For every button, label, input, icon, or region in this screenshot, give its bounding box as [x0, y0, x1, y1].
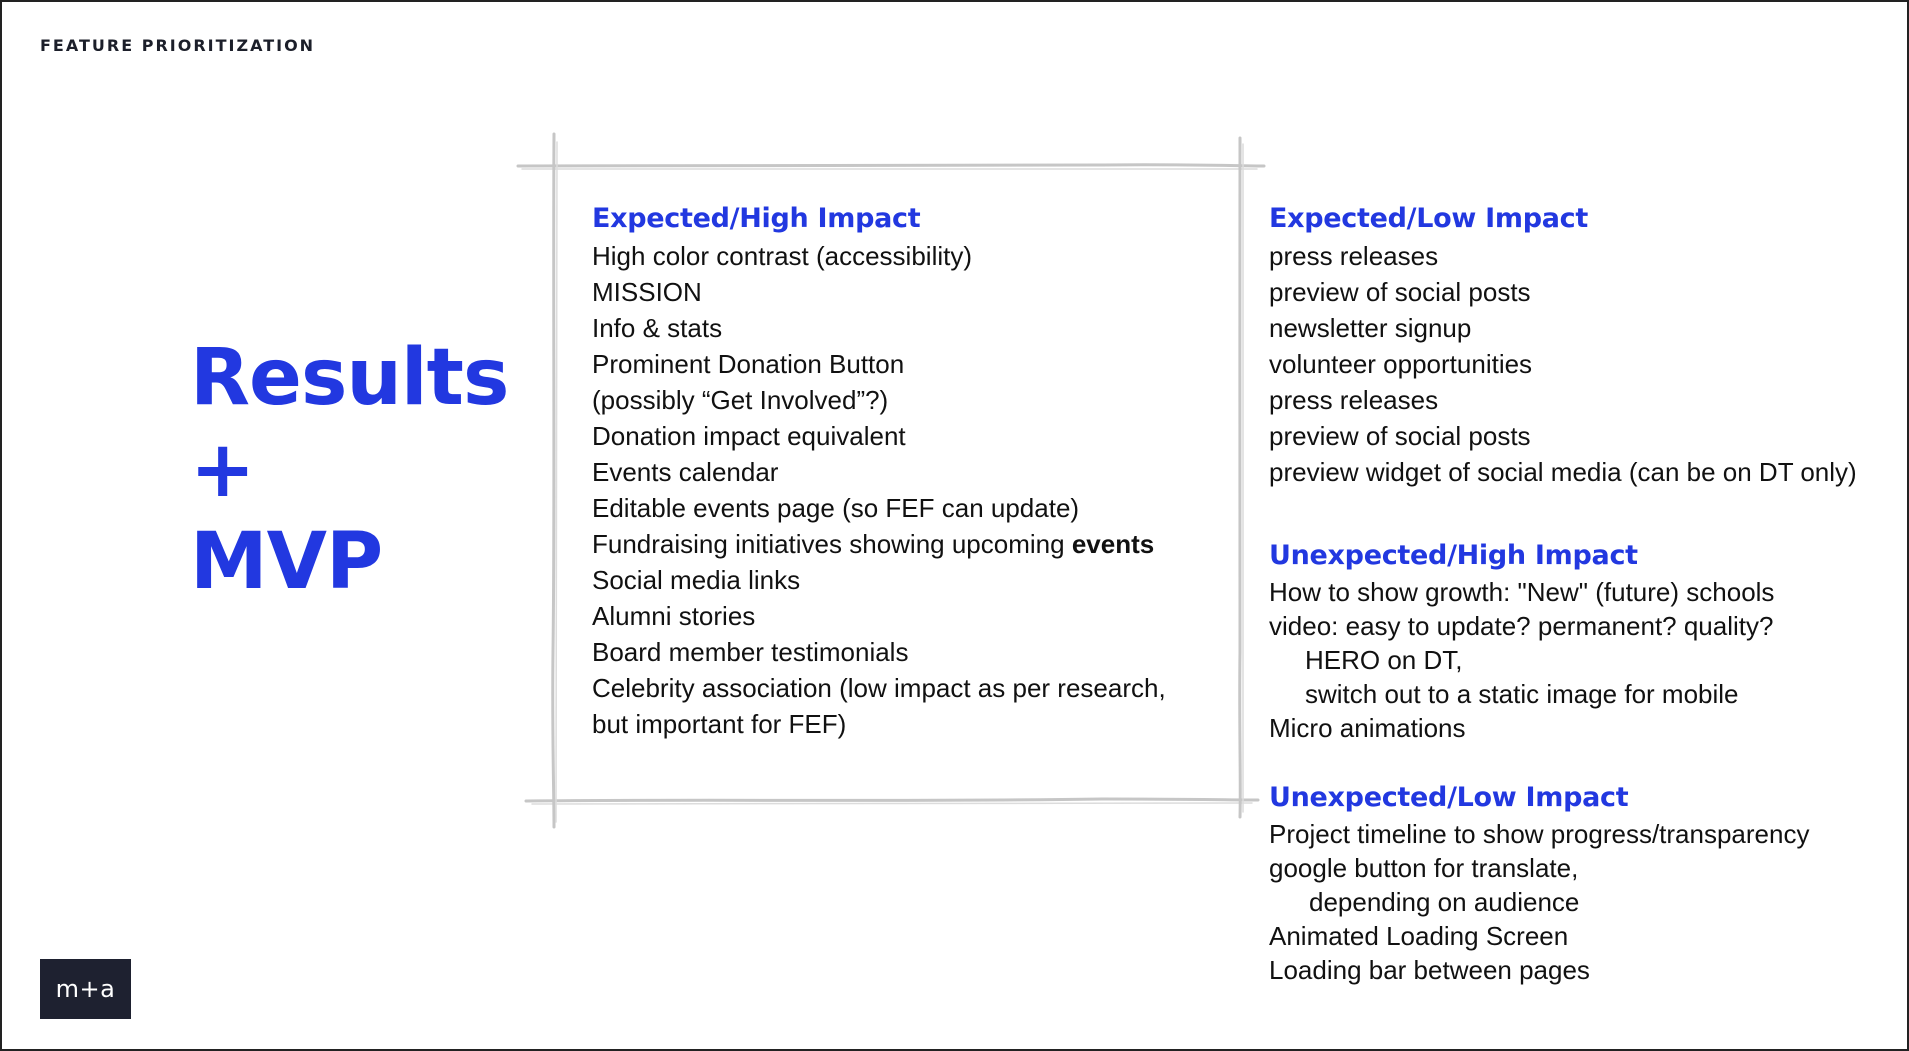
list-item: preview of social posts — [1269, 277, 1531, 307]
hero-title — [190, 332, 508, 608]
list-item: How to show growth: "New" (future) schools — [1269, 577, 1775, 607]
section-label: FEATURE PRIORITIZATION — [40, 36, 316, 55]
frame-right-line — [1240, 138, 1241, 817]
list-item: video: easy to update? permanent? quality? — [1269, 611, 1774, 641]
list-item: Board member testimonials — [592, 637, 909, 667]
list-item: Alumni stories — [592, 601, 756, 631]
list-item-indented: depending on audience — [1309, 887, 1580, 917]
hero-line-plus: + — [190, 425, 255, 515]
list-item: newsletter signup — [1269, 313, 1472, 343]
quadrant-expected-high — [592, 200, 1166, 742]
list-item-text: Fundraising initiatives showing upcoming — [592, 529, 1072, 559]
list-item: Social media links — [592, 565, 801, 595]
frame-left-line — [553, 134, 554, 827]
list-item: Loading bar between pages — [1269, 955, 1590, 985]
quadrant-title: Expected/Low Impact — [1269, 203, 1588, 234]
company-logo: m+a — [40, 959, 131, 1019]
list-item: Info & stats — [592, 313, 723, 343]
list-item — [592, 526, 1166, 562]
list-item-indented: switch out to a static image for mobile — [1305, 679, 1739, 709]
feature-list — [592, 238, 1166, 742]
list-item-emphasis: events — [1071, 529, 1155, 559]
frame-bottom-line-shadow — [532, 803, 1252, 804]
frame-right-line-shadow — [1243, 144, 1244, 812]
quadrant-title: Unexpected/Low Impact — [1269, 782, 1629, 813]
hero-line-mvp: MVP — [190, 517, 383, 607]
quadrant-expected-low — [1269, 200, 1857, 490]
list-item: google button for translate, — [1269, 853, 1579, 883]
list-item: Donation impact equivalent — [592, 421, 906, 451]
list-item: (possibly “Get Involved”?) — [592, 385, 889, 415]
list-item: Events calendar — [592, 457, 779, 487]
feature-list — [1269, 817, 1809, 987]
feature-list — [1269, 238, 1857, 490]
list-item: Editable events page (so FEF can update) — [592, 493, 1080, 523]
quadrant-title: Unexpected/High Impact — [1269, 540, 1638, 571]
list-item: Micro animations — [1269, 713, 1466, 743]
quadrant-unexpected-low — [1269, 779, 1809, 987]
feature-list — [1269, 575, 1774, 745]
frame-bottom-line — [526, 799, 1258, 801]
list-item: volunteer opportunities — [1269, 349, 1533, 379]
hero-line-results: Results — [190, 333, 509, 423]
list-item: High color contrast (accessibility) — [592, 241, 973, 271]
list-item-indented: HERO on DT, — [1305, 645, 1463, 675]
list-item: preview of social posts — [1269, 421, 1531, 451]
list-item: press releases — [1269, 241, 1439, 271]
list-item: MISSION — [592, 277, 702, 307]
frame-top-line — [518, 165, 1264, 166]
list-item: press releases — [1269, 385, 1439, 415]
list-item: Project timeline to show progress/transparency — [1269, 819, 1810, 849]
frame-left-line-shadow — [556, 142, 557, 822]
frame-top-line-shadow — [522, 169, 1257, 170]
list-item: preview widget of social media (can be on DT only) — [1269, 457, 1857, 487]
list-item: Animated Loading Screen — [1269, 921, 1569, 951]
list-item: Prominent Donation Button — [592, 349, 905, 379]
list-item: Celebrity association (low impact as per research, — [592, 673, 1166, 703]
quadrant-unexpected-high — [1269, 537, 1774, 745]
quadrant-title: Expected/High Impact — [592, 203, 921, 234]
list-item: but important for FEF) — [592, 709, 847, 739]
